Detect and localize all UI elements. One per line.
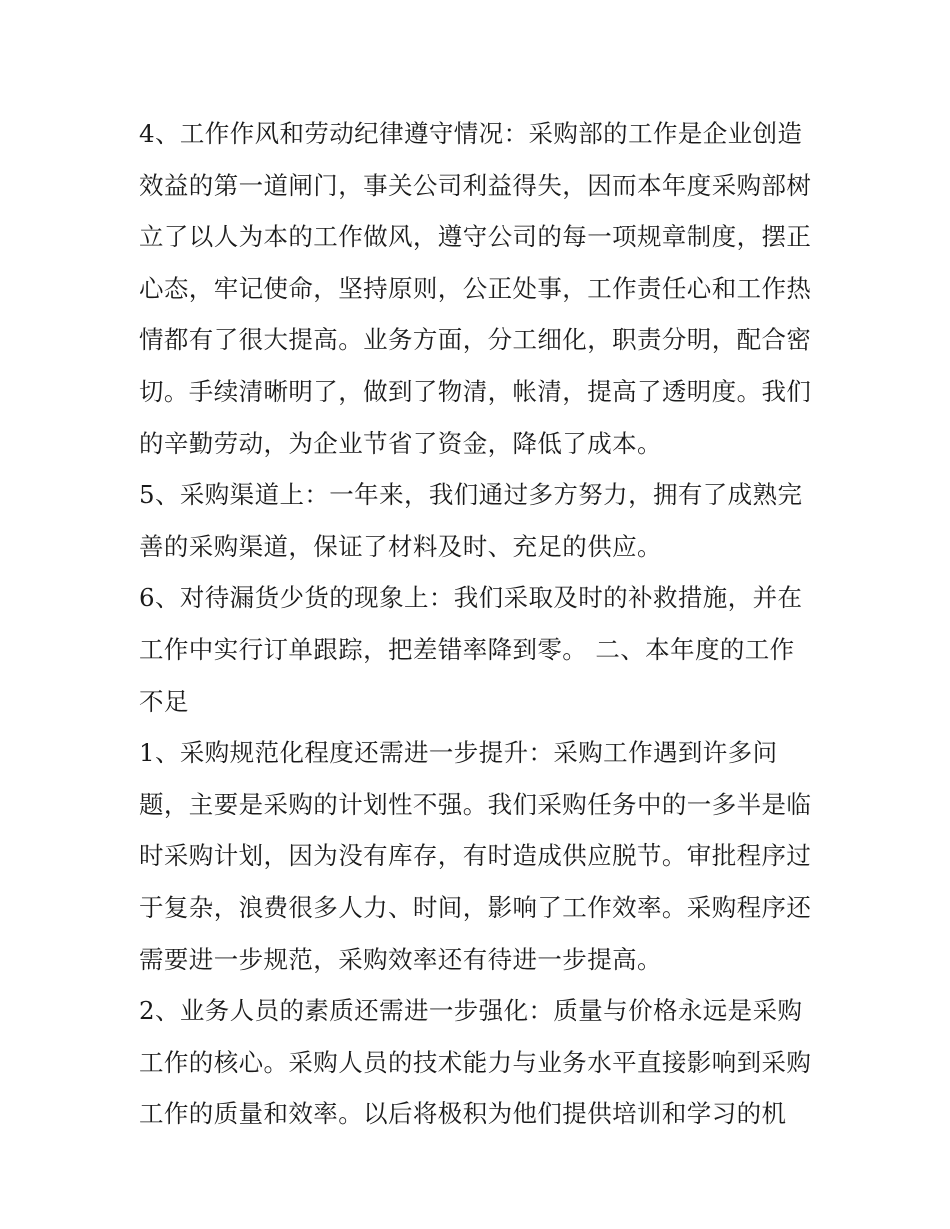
text-line: 情都有了很大提高。业务方面，分工细化，职责分明，配合密: [139, 325, 812, 355]
text-line: 的辛勤劳动，为企业节省了资金，降低了成本。: [139, 428, 662, 458]
text-line: 需要进一步规范，采购效率还有待进一步提高。: [139, 944, 662, 974]
text-line: 工作中实行订单跟踪，把差错率降到零。 二、本年度的工作: [139, 634, 795, 664]
text-line: 效益的第一道闸门，事关公司利益得失，因而本年度采购部树: [139, 170, 812, 200]
text-line: 工作的质量和效率。以后将极积为他们提供培训和学习的机: [139, 1099, 787, 1129]
text-line: 切。手续清晰明了，做到了物清，帐清，提高了透明度。我们: [139, 376, 812, 406]
text-line: 工作的核心。采购人员的技术能力与业务水平直接影响到采购: [139, 1047, 812, 1077]
text-line: 5、采购渠道上：一年来，我们通过多方努力，拥有了成熟完: [139, 480, 803, 510]
text-line: 时采购计划，因为没有库存，有时造成供应脱节。审批程序过: [139, 841, 812, 871]
text-line: 不足: [139, 686, 189, 716]
text-line: 2、业务人员的素质还需进一步强化：质量与价格永远是采购: [139, 996, 803, 1026]
document-body: [139, 108, 829, 1140]
text-line: 4、工作作风和劳动纪律遵守情况：采购部的工作是企业创造: [139, 119, 803, 148]
text-line: 题，主要是采购的计划性不强。我们采购任务中的一多半是临: [139, 789, 812, 819]
text-line: 善的采购渠道，保证了材料及时、充足的供应。: [139, 531, 662, 561]
text-line: 1、采购规范化程度还需进一步提升：采购工作遇到许多问: [139, 738, 778, 768]
text-line: 立了以人为本的工作做风，遵守公司的每一项规章制度，摆正: [139, 222, 812, 252]
text-line: 心态，牢记使命，坚持原则，公正处事，工作责任心和工作热: [139, 273, 812, 303]
text-line: 6、对待漏货少货的现象上：我们采取及时的补救措施，并在: [139, 583, 803, 613]
text-line: 于复杂，浪费很多人力、时间，影响了工作效率。采购程序还: [139, 892, 812, 922]
